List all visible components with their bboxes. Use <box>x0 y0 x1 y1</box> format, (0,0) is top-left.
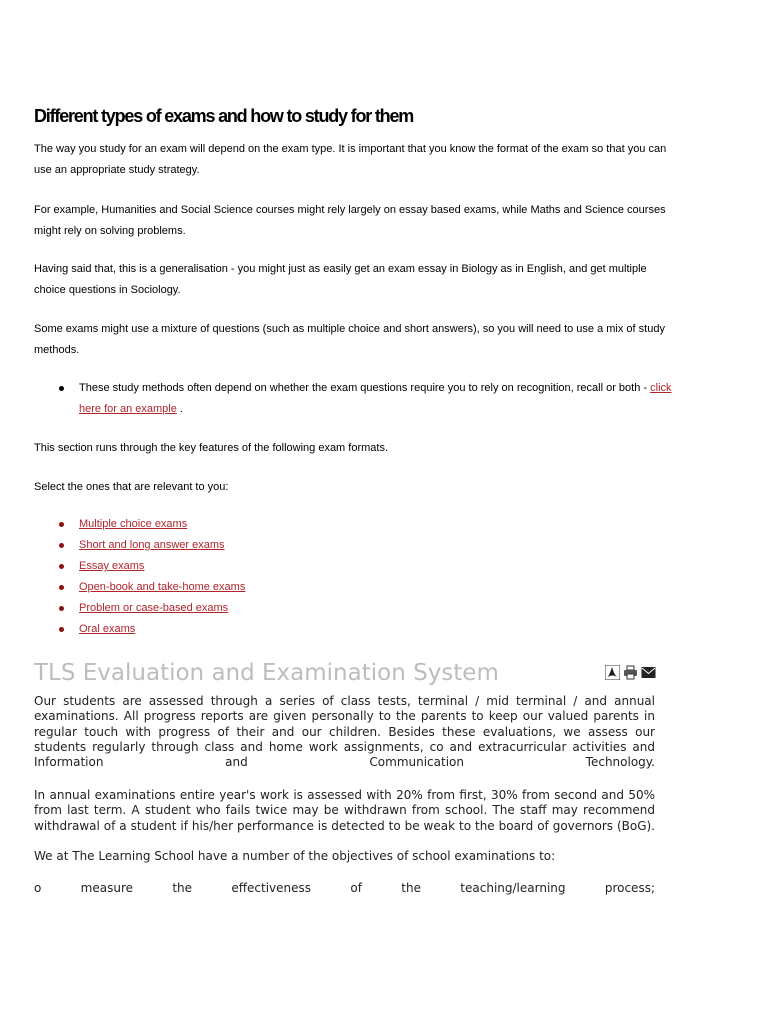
multiple-choice-link[interactable]: Multiple choice exams <box>79 518 188 530</box>
list-item <box>34 556 674 577</box>
exam-format-list <box>34 514 674 640</box>
oral-exams-link[interactable]: Oral exams <box>79 623 136 635</box>
essay-exams-link[interactable]: Essay exams <box>79 560 145 572</box>
list-item <box>34 598 674 619</box>
short-long-answer-link[interactable]: Short and long answer exams <box>79 539 225 551</box>
bullet-text: These study methods often depend on whether the exam questions require you to rely on recognition, recall or both - <box>79 382 651 394</box>
bullet-suffix: . <box>176 403 183 415</box>
generalisation-paragraph: Having said that, this is a generalisation - you might just as easily get an exam essay in Biology as in English, and get multiple choice questions in Sociology. <box>34 263 647 296</box>
intro-paragraph: The way you study for an exam will depend on the exam type. It is important that you know the format of the exam so that you can use an appropriate study strategy. <box>34 143 667 176</box>
mixture-paragraph: Some exams might use a mixture of questions (such as multiple choice and short answers), so you will need to use a mix of study methods. <box>34 323 665 356</box>
tls-objective-item: o measure the effectiveness of the teaching/learning process; <box>34 881 655 895</box>
list-item <box>34 577 674 598</box>
list-item <box>34 378 674 420</box>
pdf-icon[interactable] <box>605 665 620 680</box>
email-icon[interactable] <box>641 665 656 680</box>
example-paragraph: For example, Humanities and Social Science courses might rely largely on essay based exams, while Maths and Science courses might rely on solving problems. <box>34 204 666 237</box>
tls-paragraph-assessment: Our students are assessed through a series of class tests, terminal / mid terminal / and annual examinations. All progress reports are given personally to the parents to keep our valued parents in regular touch with progress of their and our children. Besides these evaluations, we assess our students regularly through class and home work assignments, co and extracurricular activities and Information and Communication Technology. <box>34 694 655 770</box>
open-book-link[interactable]: Open-book and take-home exams <box>79 581 246 593</box>
example-link[interactable]: click here for an example <box>79 382 672 415</box>
select-text: Select the ones that are relevant to you: <box>34 481 229 493</box>
tls-section-title: TLS Evaluation and Examination System <box>34 660 499 686</box>
section-intro: This section runs through the key features of the following exam formats. <box>34 442 389 454</box>
study-methods-list <box>34 378 674 420</box>
list-item <box>34 535 674 556</box>
print-icon[interactable] <box>623 665 638 680</box>
tls-paragraph-objectives: We at The Learning School have a number of the objectives of school examinations to: <box>34 849 556 863</box>
list-item <box>34 514 674 535</box>
article-tools <box>605 665 656 680</box>
problem-case-link[interactable]: Problem or case-based exams <box>79 602 229 614</box>
list-item <box>34 619 674 640</box>
page-title: Different types of exams and how to study for them <box>34 106 414 126</box>
tls-paragraph-annual: In annual examinations entire year's work is assessed with 20% from first, 30% from second and 50% from last term. A student who fails twice may be withdrawn from school. The staff may recommend withdrawal of a student if his/her performance is detected to be weak to the board of governors (BoG). <box>34 788 655 833</box>
